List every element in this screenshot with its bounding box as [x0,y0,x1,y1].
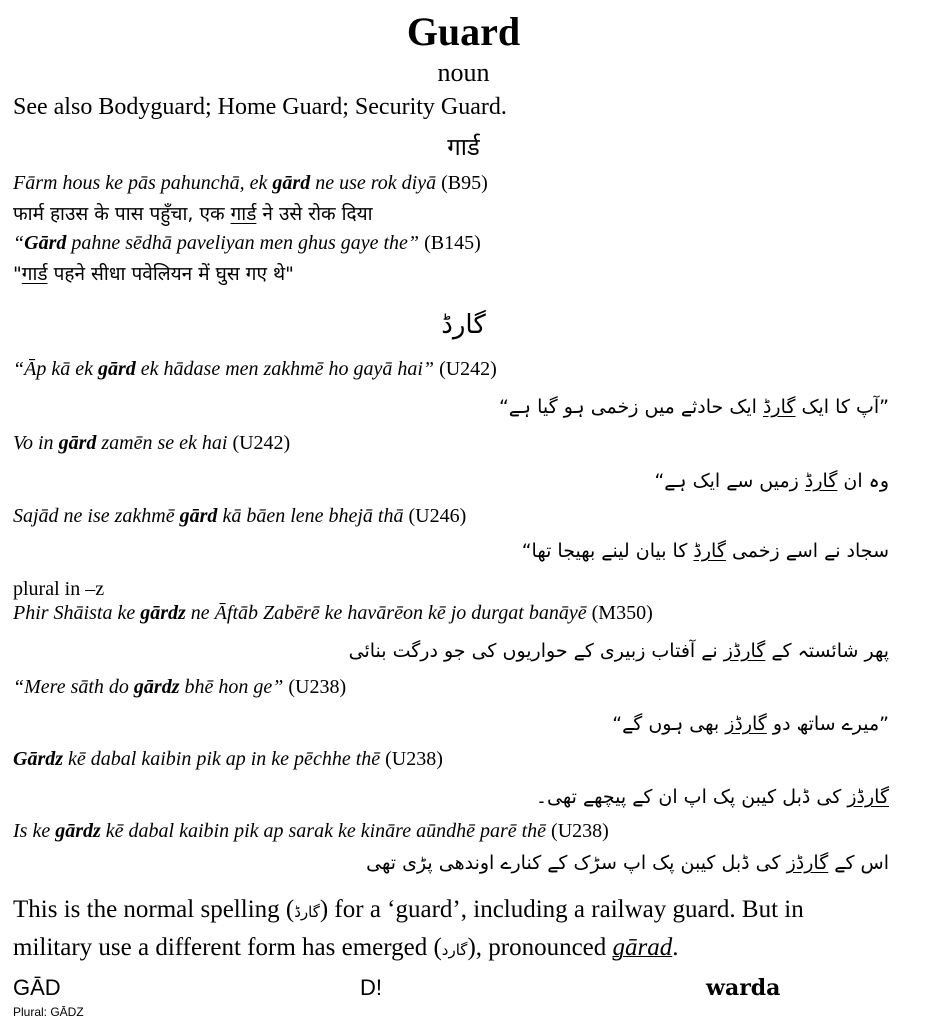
footer-warda: warda [706,975,781,1001]
example-translit: “Gārd pahne sēdhā paveliyan men ghus gaye the” (B145) [13,232,481,254]
example-urdu: سجاد نے اسے زخمی گارڈ کا بیان لینے بھیجا تھا“ [521,540,889,562]
footer-plural: Plural: GĀDZ [13,1005,84,1019]
example-urdu: اس کے گارڈز کی ڈبل کیبن پک اپ سڑک کے کنارے اوندھی پڑی تھی [366,852,889,874]
example-translit: Is ke gārdz kē dabal kaibin pik ap sarak ke kināre aūndhē parē thē (U238) [13,820,609,842]
example-urdu: گارڈز کی ڈبل کیبن پک اپ ان کے پیچھے تھی۔ [535,786,889,808]
footer-d: D! [360,975,382,1000]
example-translit: Sajād ne ise zakhmē gārd kā bāen lene bhejā thā (U246) [13,505,467,527]
example-translit: Gārdz kē dabal kaibin pik ap in ke pēchhe thē (U238) [13,748,443,770]
example-urdu: ”آپ کا ایک گارڈ ایک حادثے میں زخمی ہو گیا ہے“ [498,396,889,418]
example-translit: Phir Shāista ke gārdz ne Āftāb Zabērē ke havārēon kē jo durgat banāyē (M350) [13,602,653,624]
example-translit: “Āp kā ek gārd ek hādase men zakhmē ho gayā hai” (U242) [13,358,497,380]
usage-note-line2: military use a different form has emerged (گارد), pronounced gārad. [13,934,679,961]
plural-label: plural in –z [13,578,105,600]
example-hindi: फार्म हाउस के पास पहुँचा, एक गार्ड ने उसे रोक दिया [13,203,373,225]
example-urdu: ”میرے ساتھ دو گارڈز بھی ہوں گے“ [612,713,889,735]
usage-note-line1: This is the normal spelling (گارڈ) for a ‘guard’, including a railway guard. But in [13,896,804,923]
example-urdu: وہ ان گارڈ زمیں سے ایک ہے“ [654,470,889,492]
example-hindi: "गार्ड पहने सीधा पवेलियन में घुस गए थे" [13,263,294,285]
example-urdu: پھر شائستہ کے گارڈز نے آفتاب زبیری کے حواریوں کی جو درگت بنائی [348,640,889,662]
hindi-headword: गार्ड [447,133,480,161]
example-translit: Vo in gārd zamēn se ek hai (U242) [13,432,291,454]
example-translit: Fārm hous ke pās pahunchā, ek gārd ne use rok diyā (B95) [13,172,488,194]
footer-gad: GĀD [13,975,61,1000]
urdu-headword: گارڈ [441,310,486,340]
headword: Guard [406,9,521,54]
example-translit: “Mere sāth do gārdz bhē hon ge” (U238) [13,676,347,698]
see-also: See also Bodyguard; Home Guard; Security Guard. [13,94,507,120]
part-of-speech: noun [437,58,490,87]
